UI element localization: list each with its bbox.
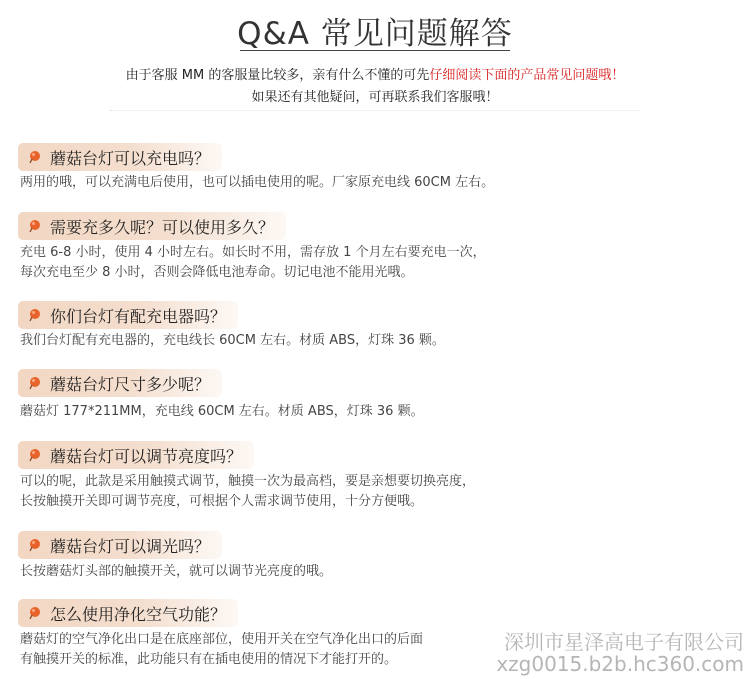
- watermark: [496, 631, 744, 675]
- faq-question-1: [18, 143, 222, 171]
- faq-question-5: [18, 441, 254, 469]
- faq-question-3: [18, 301, 238, 329]
- question-text: 蘑菇台灯尺寸多少呢？: [50, 374, 211, 394]
- pushpin-icon: [28, 376, 42, 390]
- faq-question-2: [18, 212, 286, 240]
- page-title: Q&A 常见问题解答: [237, 16, 513, 52]
- faq-answer-4: [20, 402, 424, 422]
- answer-line: 我们台灯配有充电器的，充电线长 60CM 左右。材质 ABS，灯珠 36 颗。: [20, 333, 445, 348]
- question-text: 蘑菇台灯可以调节亮度吗？: [50, 446, 243, 466]
- answer-line: 长按蘑菇灯头部的触摸开关，就可以调节光亮度的哦。: [20, 564, 333, 579]
- answer-line: 长按触摸开关即可调节亮度，可根据个人需求调节使用，十分方便哦。: [20, 494, 424, 509]
- pushpin-icon: [28, 606, 42, 620]
- pushpin-icon: [28, 150, 42, 164]
- watermark-company: 深圳市星泽高电子有限公司: [504, 630, 744, 654]
- faq-answer-3: [20, 331, 445, 351]
- question-text: 你们台灯有配充电器吗？: [50, 306, 227, 326]
- answer-line: 蘑菇灯的空气净化出口是在底座部位，使用开关在空气净化出口的后面: [20, 632, 424, 647]
- intro-line-1: [0, 64, 750, 83]
- faq-question-7: [18, 599, 238, 627]
- faq-answer-7: [20, 630, 423, 670]
- faq-answer-2: [20, 243, 486, 283]
- faq-answer-6: [20, 562, 332, 582]
- faq-answer-5: [20, 472, 475, 512]
- pushpin-icon: [28, 219, 42, 233]
- answer-line: 有触摸开关的标准，此功能只有在插电使用的情况下才能打开的。: [20, 652, 398, 667]
- pushpin-icon: [28, 308, 42, 322]
- faq-answer-1: [20, 173, 494, 193]
- answer-line: 蘑菇灯 177*211MM，充电线 60CM 左右。材质 ABS，灯珠 36 颗。: [20, 404, 424, 419]
- divider: [110, 110, 640, 111]
- question-text: 需要充多久呢？可以使用多久？: [50, 217, 275, 237]
- intro-highlight: 仔细阅读下面的产品常见问题哦！: [429, 68, 625, 83]
- title-underline: [240, 50, 510, 51]
- answer-line: 可以的呢，此款是采用触摸式调节，触摸一次为最高档，要是亲想要切换亮度，: [20, 474, 476, 489]
- faq-question-6: [18, 531, 222, 559]
- answer-line: 两用的哦，可以充满电后使用，也可以插电使用的呢。厂家原充电线 60CM 左右。: [20, 175, 495, 190]
- question-text: 蘑菇台灯可以充电吗？: [50, 148, 211, 168]
- answer-line: 充电 6-8 小时，使用 4 小时左右。如长时不用，需存放 1 个月左右要充电一次，: [20, 245, 486, 260]
- pushpin-icon: [28, 538, 42, 552]
- faq-question-4: [18, 369, 222, 397]
- answer-line: 每次充电至少 8 小时，否则会降低电池寿命。切记电池不能用光哦。: [20, 265, 414, 280]
- question-text: 蘑菇台灯可以调光吗？: [50, 536, 211, 556]
- watermark-url: xzg0015.b2b.hc360.com: [496, 652, 744, 676]
- pushpin-icon: [28, 448, 42, 462]
- intro-line-2: 如果还有其他疑问，可再联系我们客服哦！: [251, 90, 499, 105]
- question-text: 怎么使用净化空气功能？: [50, 604, 227, 624]
- intro-text: 由于客服 MM 的客服量比较多，亲有什么不懂的可先: [125, 68, 430, 83]
